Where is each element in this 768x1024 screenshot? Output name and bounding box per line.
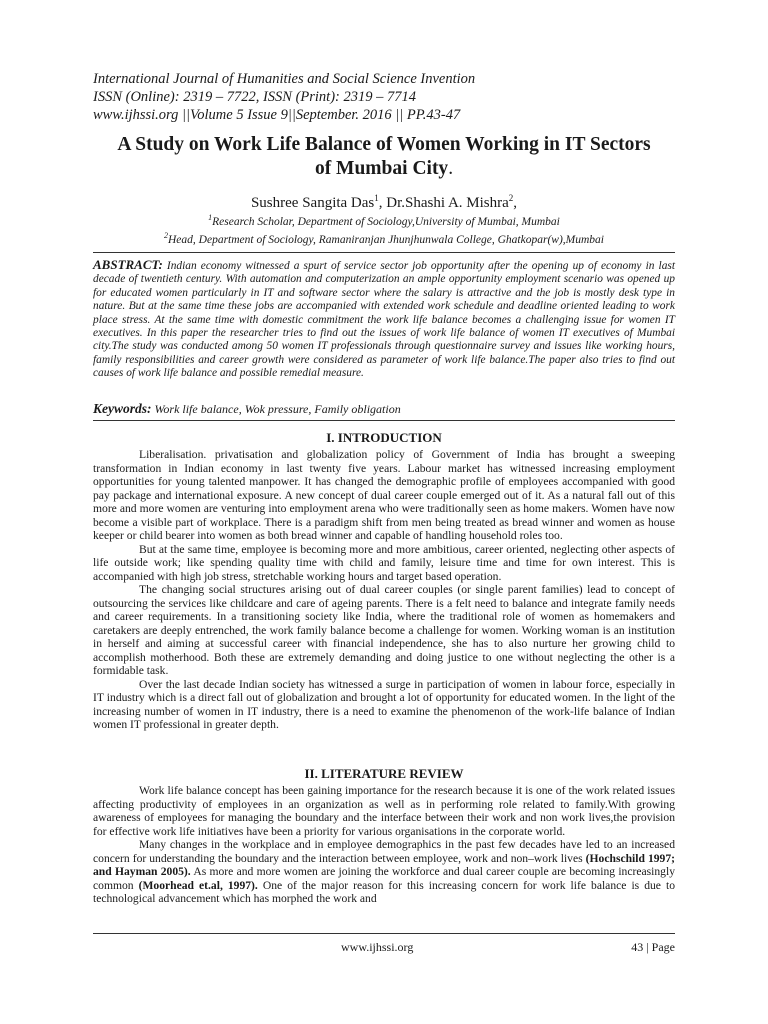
intro-paragraph-4: Over the last decade Indian society has witnessed a surge in participation of women in labour force, especially in IT industry which is a direct fall out of globalization and brought a lot of opportunity for educated women. In the light of the increasing number of women in IT industry, there is a need to examine the phenomenon of the work-life balance of Indian women IT professional in greater depth.: [93, 677, 675, 731]
keywords-text: Work life balance, Wok pressure, Family obligation: [151, 402, 401, 416]
author-1-affil-mark: 1: [374, 193, 379, 203]
author-2: , Dr.Shashi A. Mishra: [378, 195, 509, 211]
author-list: [60, 188, 708, 213]
literature-review-body: [93, 784, 675, 906]
footer-rule: [93, 933, 675, 934]
lit-paragraph-2-part-b: As more and more women are joining the workforce and dual career couple are becoming increasingly common: [93, 865, 675, 892]
abstract: [93, 258, 675, 381]
journal-volume-line: www.ijhssi.org ||Volume 5 Issue 9||September. 2016 || PP.43-47: [93, 107, 461, 123]
paper-title-line-1: A Study on Work Life Balance of Women Working in IT Sectors: [117, 134, 651, 155]
abstract-bottom-rule: [93, 420, 675, 421]
keywords-label: Keywords:: [93, 401, 152, 416]
footer-url: www.ijhssi.org: [341, 940, 414, 954]
affiliation-1-text: Research Scholar, Department of Sociology,University of Mumbai, Mumbai: [212, 215, 560, 228]
intro-paragraph-3: The changing social structures arising out of dual career couples (or single parent families) lead to concept of outsourcing the services like childcare and care of ageing parents. There is a felt need to balance and integrate family needs and career requirements. In a transitioning society like India, where the traditional role of women as homemakers and caretakers are deeply entrenched, the work family balance become a challenge for women. Working woman is an institution in herself and aiming at successful career with financial independence, she has to also nurture her growing child to accomplish motherhood. Both these are extremely demanding and doing justice to one without neglecting the other is a formidable task.: [93, 583, 675, 677]
lit-paragraph-2-part-a: Many changes in the workplace and in employee demographics in the past few decades have led to an increased concern for understanding the boundary and the interaction between employee, work and non–work lives: [93, 838, 675, 865]
section-heading-introduction: I. INTRODUCTION: [326, 430, 442, 445]
journal-header: [93, 70, 693, 124]
paper-title-line-2: [60, 157, 708, 181]
citation-moorhead: (Moorhead et.al, 1997).: [138, 878, 258, 892]
abstract-label: ABSTRACT:: [93, 257, 163, 272]
journal-name: International Journal of Humanities and Social Science Invention: [93, 71, 476, 87]
lit-paragraph-2: [93, 838, 675, 906]
affiliation-2-text: Head, Department of Sociology, Ramaniranjan Jhunjhunwala College, Ghatkopar(w),Mumbai: [168, 233, 604, 246]
keywords: [93, 401, 675, 417]
affiliation-2-mark: 2: [164, 230, 168, 240]
intro-paragraph-2: But at the same time, employee is becoming more and more ambitious, career oriented, neglecting other aspects of life outside work; like spending quality time with child and family, leisure time and time for own interest. This is accompanied with high job stress, stretchable working hours and target based operation.: [93, 542, 675, 583]
affiliations: [60, 211, 708, 247]
citation-hochschild-hayman: (Hochschild 1997; and Hayman 2005).: [93, 851, 676, 878]
lit-paragraph-1: Work life balance concept has been gaining importance for the research because it is one of the work related issues affecting productivity of employees in an organization as well as in performing role related to family.With growing awareness of employees for managing the boundary and the interface between their work and non work lives,the provision for effective work life initiatives have been a priority for various organisations in the corporate world.: [93, 784, 675, 838]
abstract-text: Indian economy witnessed a spurt of service sector job opportunity after the opening up of economy in last decade of twentieth century. With automation and computerization an ample opportunity employment scenario was opened up for educated women particularly in IT and software sector where the salary is attractive and the job is mostly desk type in nature. But at the same time these jobs are accompanied with extended work schedule and deadline oriented leading to work place stress. At the same time with domestic commitment the work life balance becomes a challenging issue for women IT executives. In this paper the researcher tries to find out the issues of work life balance of women IT executives of Mumbai city.The study was conducted among 50 women IT professionals through questionnaire survey and issues like working hours, family responsibilities and career growth were considered as parameter of work life balance.The paper also tries to find out causes of work life balance and possible remedial measure.: [93, 260, 675, 380]
paper-title-line-2-text: of Mumbai City: [314, 158, 449, 179]
affiliation-1: [60, 211, 708, 229]
journal-issn: ISSN (Online): 2319 – 7722, ISSN (Print): 2319 – 7714: [93, 89, 416, 105]
abstract-top-rule: [93, 252, 675, 253]
paper-title: [60, 133, 708, 181]
lit-paragraph-2-part-c: One of the major reason for this increasing concern for work life balance is due to technological advancement which has morphed the work and: [93, 878, 675, 905]
paper-title-end: .: [448, 158, 454, 179]
affiliation-2: [60, 229, 708, 247]
introduction-body: [93, 448, 675, 732]
author-1: Sushree Sangita Das: [250, 195, 375, 211]
author-2-affil-mark: 2: [508, 193, 514, 203]
section-heading-literature-review: II. LITERATURE REVIEW: [304, 766, 464, 781]
author-list-end: ,: [513, 195, 518, 211]
page-number: 43 | Page: [631, 940, 675, 954]
intro-paragraph-1: Liberalisation. privatisation and globalization policy of Government of India has brought a sweeping transformation in Indian economy in last twenty five years. Labour market has witnessed increasing employment opportunities for young talented manpower. It has changed the demographic profile of employees accompanied with good pay package and international exposure. A new concept of dual career couple emerged out of it. As a natural fall out of this more and more women are venturing into employment arena who were traditionally seen as home makers. Women have now become a visible part of workplace. There is a paradigm shift from men being treated as bread winner and women as house keeper or child bearer into women as both bread winner and capable of handling household roles too.: [93, 448, 675, 542]
affiliation-1-mark: 1: [208, 213, 213, 222]
